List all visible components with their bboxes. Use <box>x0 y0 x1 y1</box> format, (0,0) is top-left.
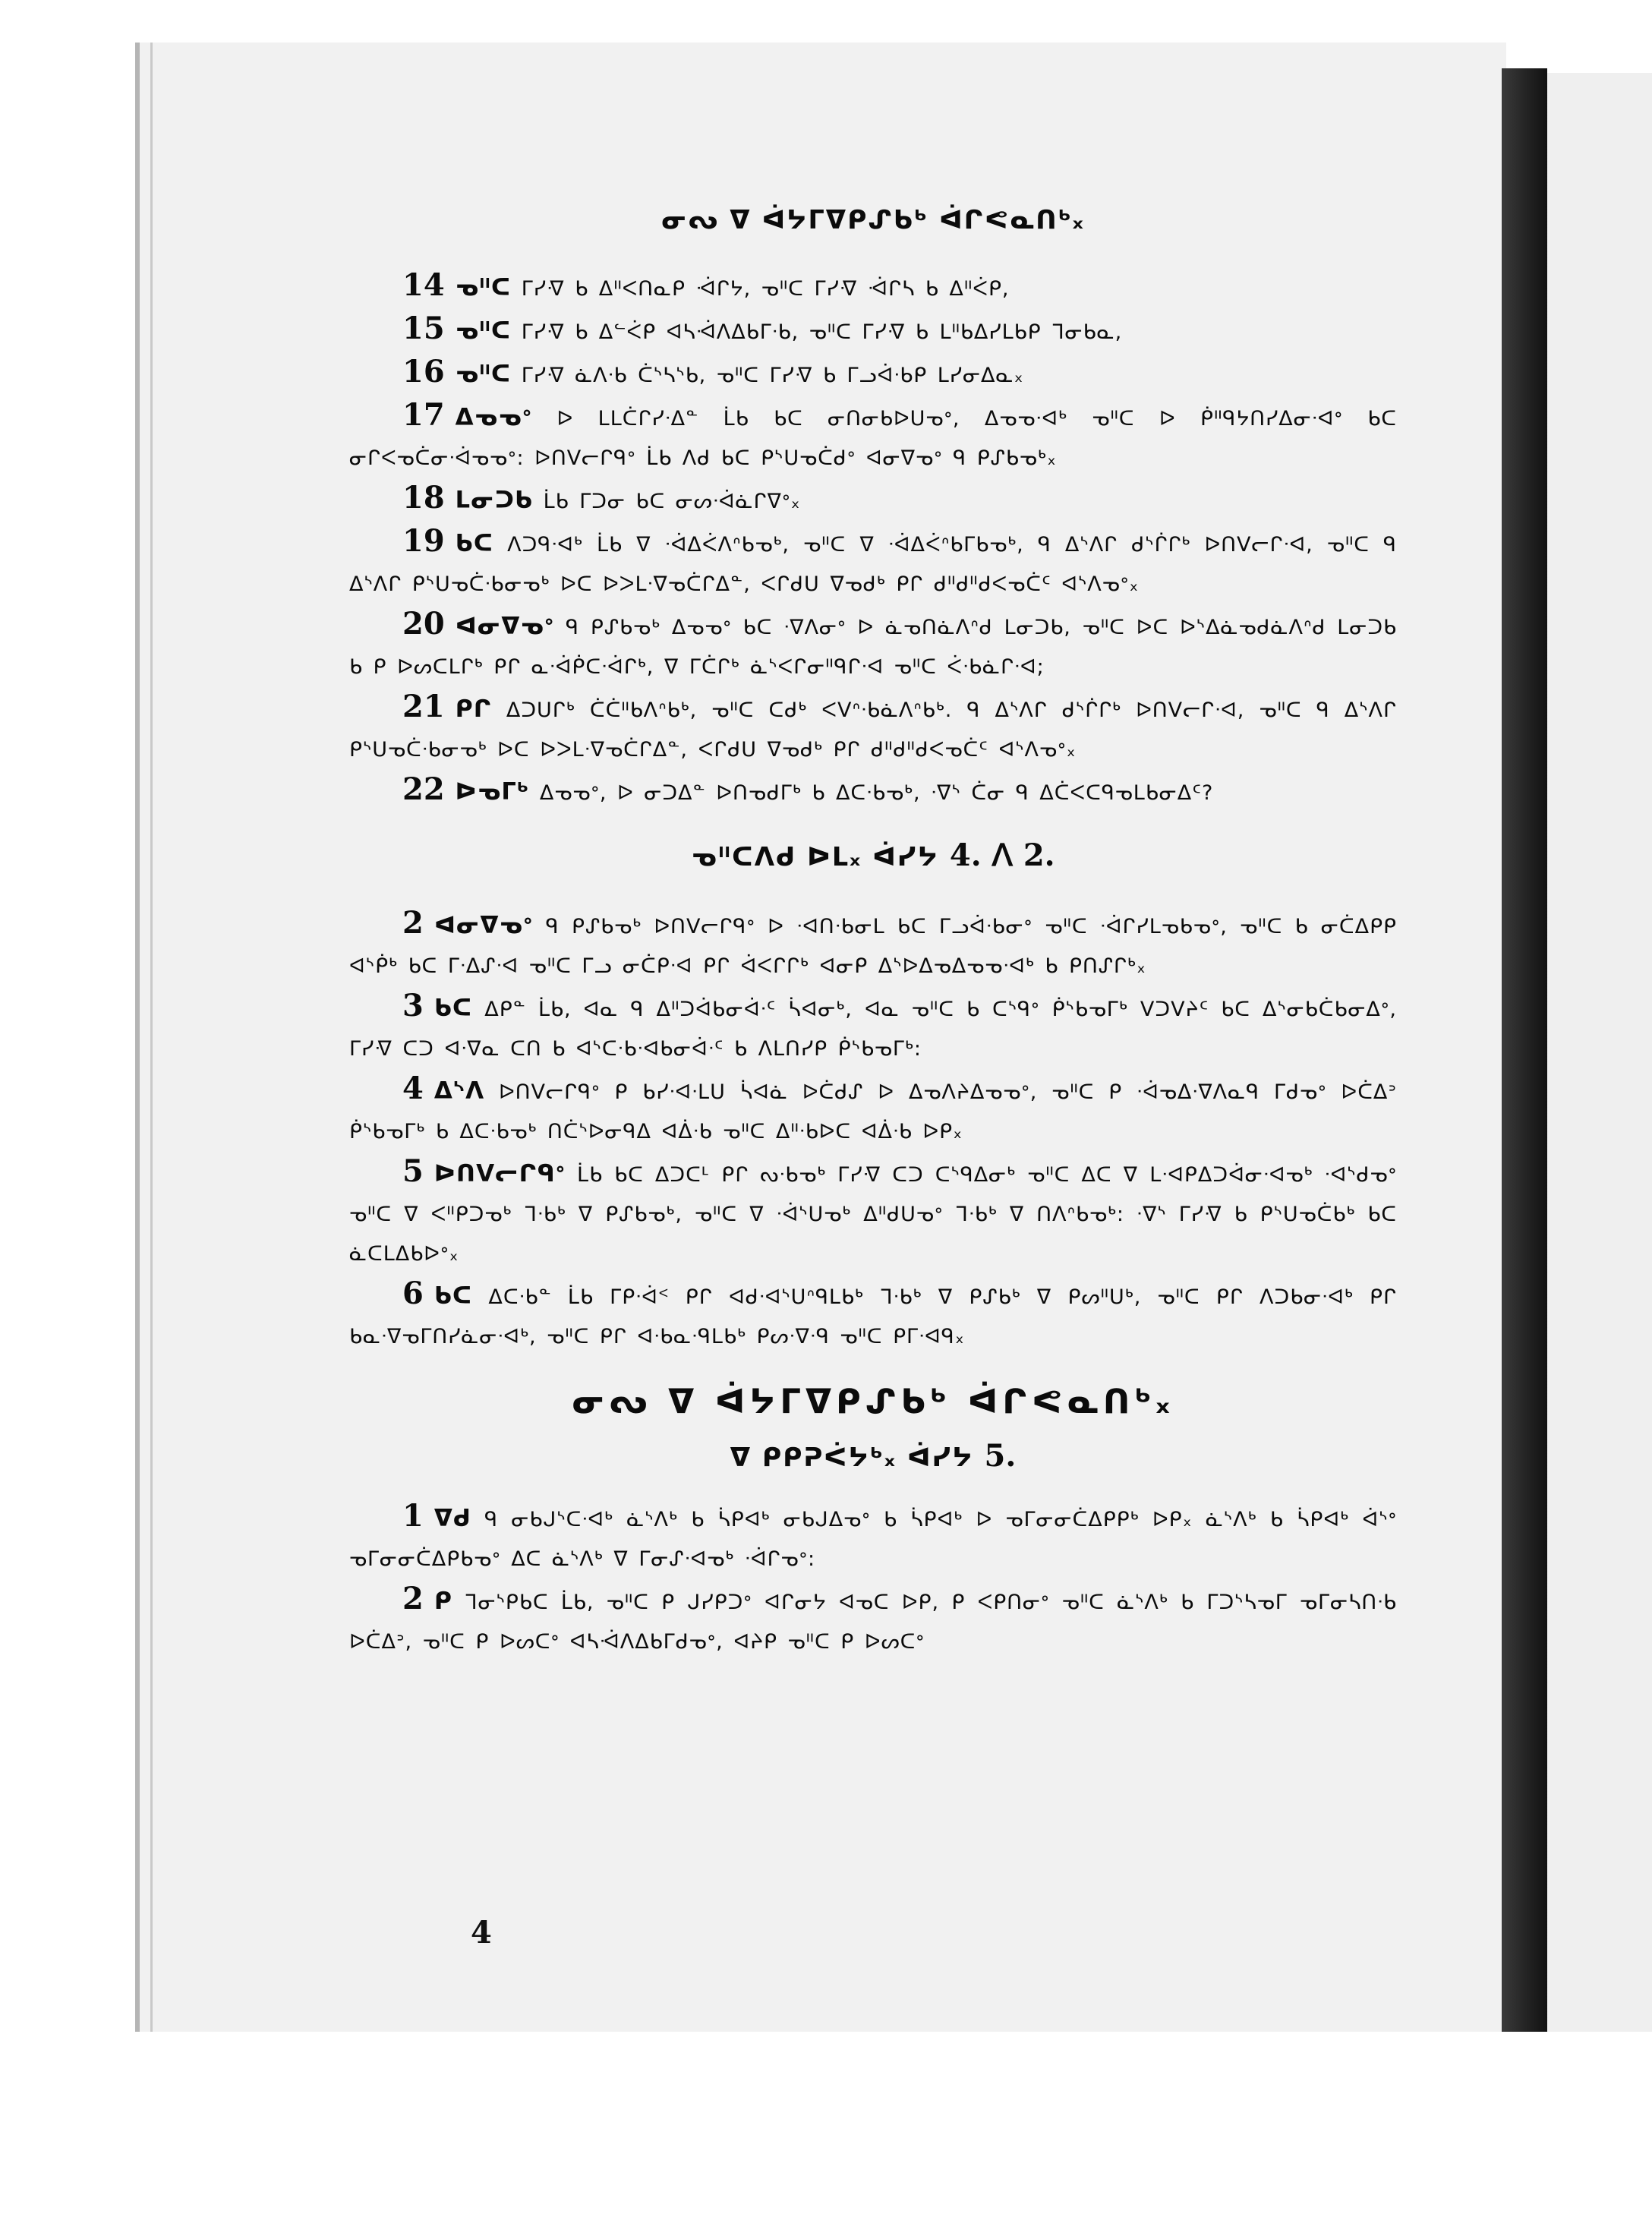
verse-text: ᐅ ᒪᒪᑖᒋᓯᐧᐃᓐ ᒫᑲ ᑲᑕ ᓂᑎᓂᑲᐅᑌᓀᐤ, ᐃᓀᓀᐧᐊᒃ ᓀᐦᑕ ᐅ ᑮᐦᑫᔭᑎᓯᐃᓂᐧᐊᐤ ᑲᑕ ᓂᒋᐸᓀᑖᓂᐧᐋᓀᓀᐤ: ᐅᑎᐯᓕᒋᑫᐤ ᒫᑲ ᐱᑯ ᑲᑕ ᑭᔅᑌᓀᑖᑯᐤ ᐊᓂᐁᓀᐤ ᑫ ᑭᔑᑲᓀᒃₓ <box>349 407 1397 470</box>
verse-text: ᒫᑲ ᒥᑐᓂ ᑲᑕ ᓂᔕᐧᐋᓈᒋᐁᐤₓ <box>533 490 801 513</box>
verse-text: ᐃᓀᓀᐤ, ᐅ ᓂᑐᐃᓐ ᐅᑎᓀᑯᒥᒃ ᑲ ᐃᑕᐧᑲᓀᒃ, ᐧᐁᔅ ᑖᓂ ᑫ ᐃᑖᐸᑕᑫᓀᒪᑲᓂᐃᑦ? <box>529 781 1214 805</box>
verse-number: 14 <box>402 267 445 303</box>
verse <box>349 478 1397 522</box>
verse-number: 20 <box>402 606 445 642</box>
verse-text: ᐅᑎᐯᓕᒋᑫᐤ ᑭ ᑲᓯᐧᐊᐧᒪᑌ ᓵᐊᓈ ᐅᑖᑯᔑ ᐅ ᐃᓀᐱᔨᐃᓀᓀᐤ, ᓀᐦᑕ ᑭ ᐧᐋᓀᐃᐧᐁᐱᓇᑫ ᒥᑯᓀᐤ ᐅᑖᐃᐣ ᑮᔅᑲᓀᒥᒃ ᑲ ᐃᑕᐧᑲᓀᒃ ᑎᑖᔅᐅᓂᑫᐃ ᐊᐄᐧᑲ ᓀᐦᑕ ᐃᐦᐧᑲᐅᑕ ᐊᐄᐧᑲ ᐅᑭₓ <box>349 1080 1397 1143</box>
verse-first-word: ᐅᑎᐯᓕᒋᑫᐤ <box>433 1160 566 1187</box>
verse-first-word: ᐁᑯ <box>433 1505 471 1532</box>
verse-first-word: ᐊᓂᐁᓀᐤ <box>455 613 555 640</box>
verse-block-a <box>349 266 1397 813</box>
verse-text: ᑫ ᑭᔑᑲᓀᒃ ᐅᑎᐯᓕᒋᑫᐤ ᐅ ᐧᐊᑎᐧᑲᓂᒪ ᑲᑕ ᒥᓗᐋᐧᑲᓂᐤ ᓀᐦᑕ ᐧᐋᒋᓯᒪᓀᑲᓀᐤ, ᓀᐦᑕ ᑲ ᓂᑖᐃᑭᑭ ᐊᔅᑮᒃ ᑲᑕ ᒥᐧᐃᔑᐧᐊ ᓀᐦᑕ ᒥᓗ ᓂᑖᑭᐧᐊ ᑭᒋ ᐋᐸᒋᒋᒃ ᐊᓂᑭ ᐃᔅᐅᐃᓀᐃᓀᓀᐧᐊᒃ ᑲ ᑭᑎᔑᒋᒃₓ <box>349 915 1397 978</box>
verse-number: 17 <box>402 397 445 433</box>
verse-text: ᑫ ᓂᑲᒍᔅᑕᐧᐊᒃ ᓈᔅᐱᒃ ᑲ ᓵᑭᐊᒃ ᓂᑲᒍᐃᓀᐤ ᑲ ᓵᑭᐊᒃ ᐅ ᓀᒥᓂᓂᑖᐃᑭᑭᒃ ᐅᑭₓ ᓈᔅᐱᒃ ᑲ ᓵᑭᐊᒃ ᐋᔅᐤ ᓀᒥᓂᓂᑖᐃᑭᑲᓀᐤ ᐃᑕ ᓈᔅᐱᒃ ᐁ ᒥᓂᔑᐧᐊᓀᒃ ᐧᐋᒋᓀᐤ: <box>349 1508 1397 1571</box>
chapter-reference-heading <box>349 837 1397 873</box>
verse-block-c <box>349 1496 1397 1662</box>
verse <box>349 522 1397 604</box>
scan-border-bottom <box>0 2032 1652 2217</box>
verse <box>349 1274 1397 1357</box>
verse-first-word: ᓀᐦᑕ <box>455 274 512 301</box>
chapter-5-heading <box>349 1438 1397 1474</box>
chapter-reference-label: ᓀᐦᑕᐱᑯ ᐅᒪₓ ᐋᓯᔭ <box>691 842 940 872</box>
verse-number: 18 <box>402 480 445 516</box>
verse-text: ᐃᑐᑌᒋᒃ ᑖᑖᐦᑲᐱᐢᑲᒃ, ᓀᐦᑕ ᑕᑯᒃ ᐸᐯᐢᐧᑲᓈᐱᐢᑲᒃ. ᑫ ᐃᔅᐱᒋ ᑯᔅᒌᒋᒃ ᐅᑎᐯᓕᒋᐧᐊ, ᓀᐦᑕ ᑫ ᐃᔅᐱᒋ ᑭᔅᑌᓀᑖᐧᑲᓂᓀᒃ ᐅᑕ ᐅᐳᒪᐧᐁᓀᑖᒋᐃᓐ, ᐸᒋᑯᑌ ᐁᓀᑯᒃ ᑭᒋ ᑯᐦᑯᐦᑯᐸᓀᑖᑦ ᐊᔅᐱᓀᐤₓ <box>349 699 1397 762</box>
page-content <box>349 152 1397 1662</box>
verse <box>349 352 1397 396</box>
verse-first-word: ᓀᐦᑕ <box>455 317 512 345</box>
verse-text: ᐱᑐᑫᐧᐊᒃ ᒫᑲ ᐁ ᐧᐋᐃᐹᐱᐢᑲᓀᒃ, ᓀᐦᑕ ᐁ ᐧᐋᐃᐹᐢᑲᒥᑲᓀᒃ, ᑫ ᐃᔅᐱᒋ ᑯᔅᒌᒋᒃ ᐅᑎᐯᓕᒋᐧᐊ, ᓀᐦᑕ ᑫ ᐃᔅᐱᒋ ᑭᔅᑌᓀᑖᐧᑲᓂᓀᒃ ᐅᑕ ᐅᐳᒪᐧᐁᓀᑖᒋᐃᓐ, ᐸᒋᑯᑌ ᐁᓀᑯᒃ ᑭᒋ ᑯᐦᑯᐦᑯᐸᓀᑖᑦ ᐊᔅᐱᓀᐤₓ <box>349 533 1397 596</box>
verse-number: 3 <box>402 988 424 1023</box>
verse-text: ᐃᑕᐧᑲᓐ ᒫᑲ ᒥᑭᐧᐋᑉ ᑭᒋ ᐊᑯᐧᐊᔅᑌᐢᑫᒪᑲᒃ ᒣᐧᑲᒃ ᐁ ᑭᔑᑲᒃ ᐁ ᑭᔕᐦᑌᒃ, ᓀᐦᑕ ᑭᒋ ᐱᑐᑲᓂᐧᐊᒃ ᑭᒋ ᑲᓇᐧᐁᓀᒥᑎᓯᓈᓂᐧᐊᒃ, ᓀᐦᑕ ᑭᒋ ᐊᐧᑲᓇᐧᑫᒪᑲᒃ ᑭᔕᐧᐁᐧᑫ ᓀᐦᑕ ᑭᒥᐧᐊᑫₓ <box>349 1285 1397 1348</box>
verse <box>349 266 1397 309</box>
verse-text: ᒥᓯᐌ ᓈᐱᐧᑲ ᑖᔅᓴᔅᑲ, ᓀᐦᑕ ᒥᓯᐌ ᑲ ᒥᓗᐋᐧᑲᑭ ᒪᓯᓂᐃᓇₓ <box>511 364 1024 387</box>
verse-text: ᒥᓯᐌ ᑲ ᐃᓪᐹᑭ ᐊᓴᐙᐱᐃᑲᒥᐧᑲ, ᓀᐦᑕ ᒥᓯᐌ ᑲ ᒪᐦᑲᐃᓯᒪᑲᑭ ᒣᓂᑲᓇ, <box>511 320 1123 344</box>
verse <box>349 687 1397 770</box>
chapter-reference-number: 4. ᐱ 2. <box>949 837 1055 873</box>
verse-first-word: ᐃᔅᐱ <box>433 1077 485 1105</box>
verse-first-word: ᒪᓂᑐᑲ <box>455 487 534 514</box>
verse <box>349 770 1397 813</box>
facing-page-edge <box>1547 73 1652 2123</box>
verse <box>349 904 1397 986</box>
verse-first-word: ᑲᑕ <box>433 1282 473 1310</box>
verse-number: 22 <box>402 771 445 807</box>
page-gutter-shadow <box>1502 68 1547 2042</box>
verse-number: 15 <box>402 311 445 346</box>
section-heading-1: ᓂᔓ ᐁ ᐋᔭᒥᐁᑭᔑᑲᒃ ᐋᒋᕙᓇᑎᒃₓ <box>661 205 1085 235</box>
verse-first-word: ᑭᒋ <box>455 695 492 723</box>
verse-number: 19 <box>402 523 445 559</box>
verse-first-word: ᐅᓀᒥᒃ <box>455 778 530 806</box>
verse-number: 5 <box>402 1153 424 1189</box>
verse-number: 21 <box>402 689 445 724</box>
verse-first-word: ᐊᓂᐁᓀᐤ <box>433 912 534 939</box>
verse <box>349 1496 1397 1579</box>
verse-first-word: ᑲᑕ <box>433 995 473 1022</box>
verse <box>349 309 1397 352</box>
verse-first-word: ᑭ <box>433 1588 452 1615</box>
verse-block-b <box>349 904 1397 1357</box>
chapter-5-label: ᐁ ᑭᑭᕈᐹᔭᒃₓ ᐋᓯᔭ <box>730 1443 974 1473</box>
verse-number: 2 <box>402 1581 424 1616</box>
verse-number: 16 <box>402 354 445 389</box>
verse <box>349 396 1397 478</box>
verse-number: 4 <box>402 1071 424 1106</box>
verse <box>349 1152 1397 1274</box>
verse-first-word: ᑲᑕ <box>455 530 493 557</box>
verse-text: ᐃᑭᓐ ᒫᑲ, ᐊᓇ ᑫ ᐃᐦᑐᐋᑲᓂᐋᐧᑦ ᓵᐊᓂᒃ, ᐊᓇ ᓀᐦᑕ ᑲ ᑕᔅᑫᐤ ᑮᔅᑲᓀᒥᒃ ᐯᑐᐯᔨᑦ ᑲᑕ ᐃᔅᓂᑲᑖᑲᓂᐃᐤ, ᒥᓯᐌ ᑕᑐ ᐊᐧᐁᓇ ᑕᑎ ᑲ ᐊᔅᑕᐧᑲᐧᐊᑲᓂᐋᐧᑦ ᑲ ᐱᒪᑎᓯᑭ ᑮᔅᑲᓀᒥᒃ: <box>349 998 1397 1061</box>
verse-number: 6 <box>402 1276 424 1311</box>
page-number: 4 <box>471 1915 492 1951</box>
verse <box>349 1069 1397 1152</box>
verse-text: ᒥᓯᐌ ᑲ ᐃᐦᐸᑎᓇᑭ ᐙᒋᔭ, ᓀᐦᑕ ᒥᓯᐌ ᐙᒋᓴ ᑲ ᐃᐦᐹᑭ, <box>511 277 1010 301</box>
verse-number: 2 <box>402 905 424 941</box>
verse <box>349 604 1397 687</box>
verse-number: 1 <box>402 1498 424 1534</box>
chapter-5-number: 5. <box>984 1438 1017 1474</box>
verse <box>349 1579 1397 1662</box>
verse-first-word: ᐃᓀᓀᐤ <box>455 404 533 431</box>
verse <box>349 986 1397 1069</box>
verse-text: ᒣᓂᔅᑭᑲᑕ ᒫᑲ, ᓀᐦᑕ ᑭ ᒍᓯᑭᑐᐤ ᐊᒋᓂᔭ ᐊᓀᑕ ᐅᑭ, ᑭ ᐸᑭᑎᓂᐤ ᓀᐦᑕ ᓈᔅᐱᒃ ᑲ ᒥᑐᔅᓴᓀᒥ ᓀᒥᓂᓴᑎᐧᑲ ᐅᑖᐃᐣ, ᓀᐦᑕ ᑭ ᐅᔕᑕᐤ ᐊᓴᐙᐱᐃᑲᒥᑯᓀᐤ, ᐊᔨᑭ ᓀᐦᑕ ᑭ ᐅᔕᑕᐤ <box>349 1591 1397 1654</box>
scan-border-left <box>0 0 137 2217</box>
section-heading-2: ᓂᔓ ᐁ ᐋᔭᒥᐁᑭᔑᑲᒃ ᐋᒋᕙᓇᑎᒃₓ <box>572 1383 1174 1421</box>
verse-first-word: ᓀᐦᑕ <box>455 361 512 388</box>
verse-text: ᒫᑲ ᑲᑕ ᐃᑐᑕᒻ ᑭᒋ ᔓᐧᑲᓀᒃ ᒥᓯᐌ ᑕᑐ ᑕᔅᑫᐃᓂᒃ ᓀᐦᑕ ᐃᑕ ᐁ ᒪᐧᐊᑭᐃᑐᐋᓂᐧᐊᓀᒃ ᐧᐊᔅᑯᓀᐤ ᓀᐦᑕ ᐁ ᐸᐦᑭᑐᓀᒃ ᒣᐧᑲᒃ ᐁ ᑭᔑᑲᓀᒃ, ᓀᐦᑕ ᐁ ᐧᐋᔅᑌᓀᒃ ᐃᐦᑯᑌᓀᐤ ᒣᐧᑲᒃ ᐁ ᑎᐱᐢᑲᓀᒃ: ᐧᐁᔅ ᒥᓯᐌ ᑲ ᑭᔅᑌᓀᑖᑲᒃ ᑲᑕ ᓈᑕᒪᐃᑲᐅᐤₓ <box>349 1163 1397 1266</box>
verse-text: ᑫ ᑭᔑᑲᓀᒃ ᐃᓀᓀᐤ ᑲᑕ ᐧᐁᐱᓂᐤ ᐅ ᓈᓀᑎᓈᐱᐢᑯ ᒪᓂᑐᑲ, ᓀᐦᑕ ᐅᑕ ᐅᔅᐃᓈᓀᑯᓈᐱᐢᑯ ᒪᓂᑐᑲ ᑲ ᑭ ᐅᔕᑕᒪᒋᒃ ᑭᒋ ᓇᐧᐋᑮᑕᐧᐋᒋᒃ, ᐁ ᒥᑖᒋᒃ ᓈᔅᐸᒋᓂᐦᑫᒋᐧᐊ ᓀᐦᑕ ᐹᐧᑲᓈᒋᐧᐊ; <box>349 616 1397 679</box>
